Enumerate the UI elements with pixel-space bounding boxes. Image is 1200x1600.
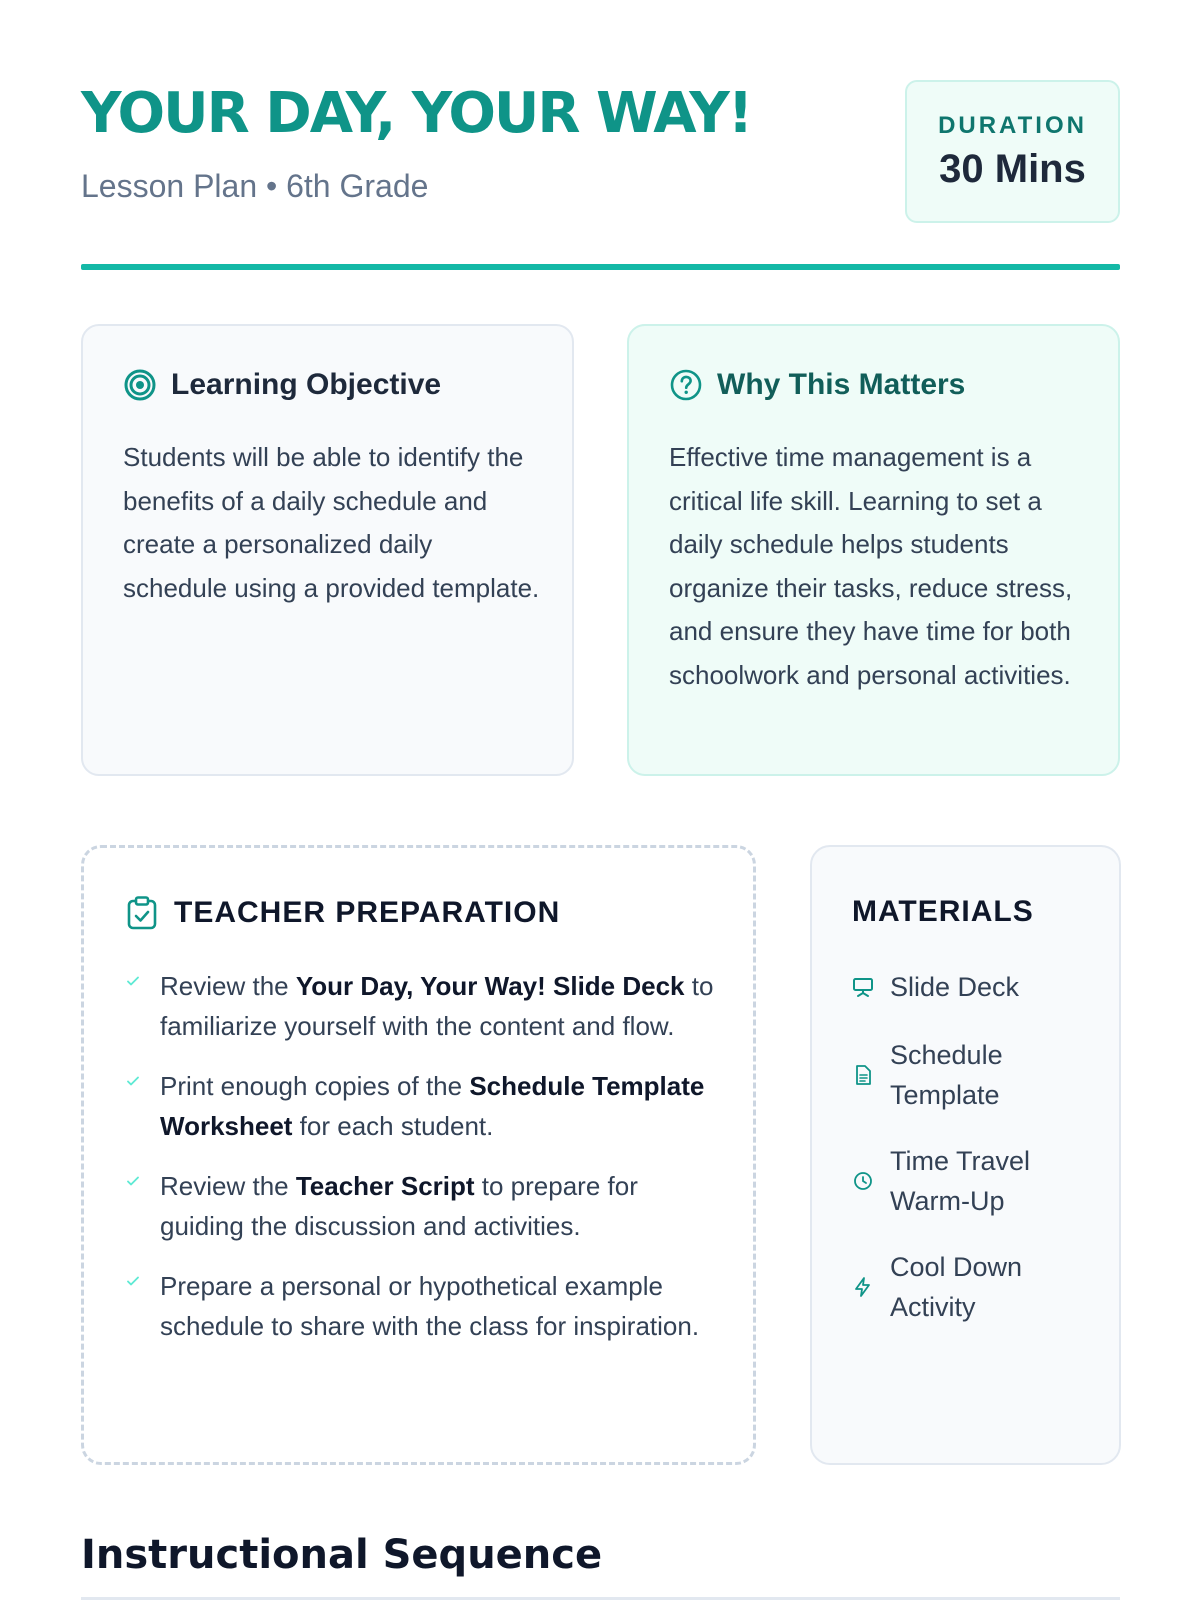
question-circle-icon [669, 368, 703, 402]
page-title: YOUR DAY, YOUR WAY! [81, 81, 752, 146]
prep-item-1 [126, 966, 726, 1046]
preparation-list [126, 966, 726, 1366]
why-this-matters-heading [669, 368, 965, 402]
material-item-schedule-template[interactable] [852, 1035, 1092, 1115]
duration-label: DURATION [938, 112, 1087, 139]
why-this-matters-card [627, 324, 1120, 776]
lightning-icon [852, 1276, 874, 1298]
learning-objective-title: Learning Objective [171, 368, 442, 401]
document-icon [852, 1064, 874, 1086]
duration-badge [905, 80, 1120, 223]
prep-item-4 [126, 1266, 726, 1346]
materials-list [852, 967, 1092, 1327]
material-label: Cool Down Activity [890, 1252, 1023, 1322]
prep-item-3-text-c: to prepare for guiding the discussion and activities. [160, 1171, 638, 1241]
learning-objective-card [81, 324, 574, 776]
check-icon [126, 1074, 140, 1088]
prep-item-1-emphasis: Your Day, Your Way! Slide Deck [295, 971, 685, 1001]
prep-item-3-text-a: Review the [160, 1171, 296, 1201]
check-icon [126, 974, 140, 988]
check-icon [126, 1274, 140, 1288]
presentation-icon [852, 976, 874, 998]
prep-item-1-text-c: to familiarize yourself with the content and flow. [160, 971, 714, 1041]
learning-objective-text: Students will be able to identify the benefits of a daily schedule and create a personalized daily schedule using a provided template. [123, 442, 540, 603]
target-icon [123, 368, 157, 402]
instructional-sequence-title: Instructional Sequence [81, 1532, 603, 1578]
material-item-time-travel-warm-up[interactable] [852, 1141, 1092, 1221]
material-label: Slide Deck [890, 972, 1020, 1002]
prep-item-2-text-a: Print enough copies of the [160, 1071, 470, 1101]
why-this-matters-title: Why This Matters [717, 368, 966, 401]
check-icon [126, 1174, 140, 1188]
clipboard-check-icon [126, 896, 158, 930]
material-label: Time Travel Warm-Up [890, 1146, 1031, 1216]
prep-item-2-text-c: for each student. [292, 1111, 494, 1141]
material-label: Schedule Template [890, 1040, 1003, 1110]
teacher-preparation-card [81, 845, 756, 1465]
prep-item-4-text-a: Prepare a personal or hypothetical example schedule to share with the class for inspiration. [160, 1271, 700, 1341]
materials-title: MATERIALS [852, 895, 1034, 928]
prep-item-2 [126, 1066, 726, 1146]
materials-card [810, 845, 1121, 1465]
prep-item-2-emphasis: Schedule Template Worksheet [160, 1071, 705, 1141]
duration-value: 30 Mins [939, 147, 1086, 191]
why-this-matters-text: Effective time management is a critical life skill. Learning to set a daily schedule helps students organize their tasks, reduce stress, and ensure they have time for both schoolwork and personal activities. [669, 442, 1073, 690]
teacher-preparation-title: TEACHER PREPARATION [174, 896, 561, 929]
header-divider [81, 264, 1120, 270]
lesson-header [81, 80, 1120, 270]
material-item-cool-down-activity[interactable] [852, 1247, 1092, 1327]
prep-item-3 [126, 1166, 726, 1246]
material-item-slide-deck[interactable] [852, 967, 1092, 1007]
teacher-preparation-heading [126, 896, 560, 930]
clock-icon [852, 1170, 874, 1192]
prep-item-3-emphasis: Teacher Script [295, 1171, 475, 1201]
page-subtitle: Lesson Plan • 6th Grade [81, 168, 429, 204]
prep-item-1-text-a: Review the [160, 971, 296, 1001]
learning-objective-heading [123, 368, 441, 402]
